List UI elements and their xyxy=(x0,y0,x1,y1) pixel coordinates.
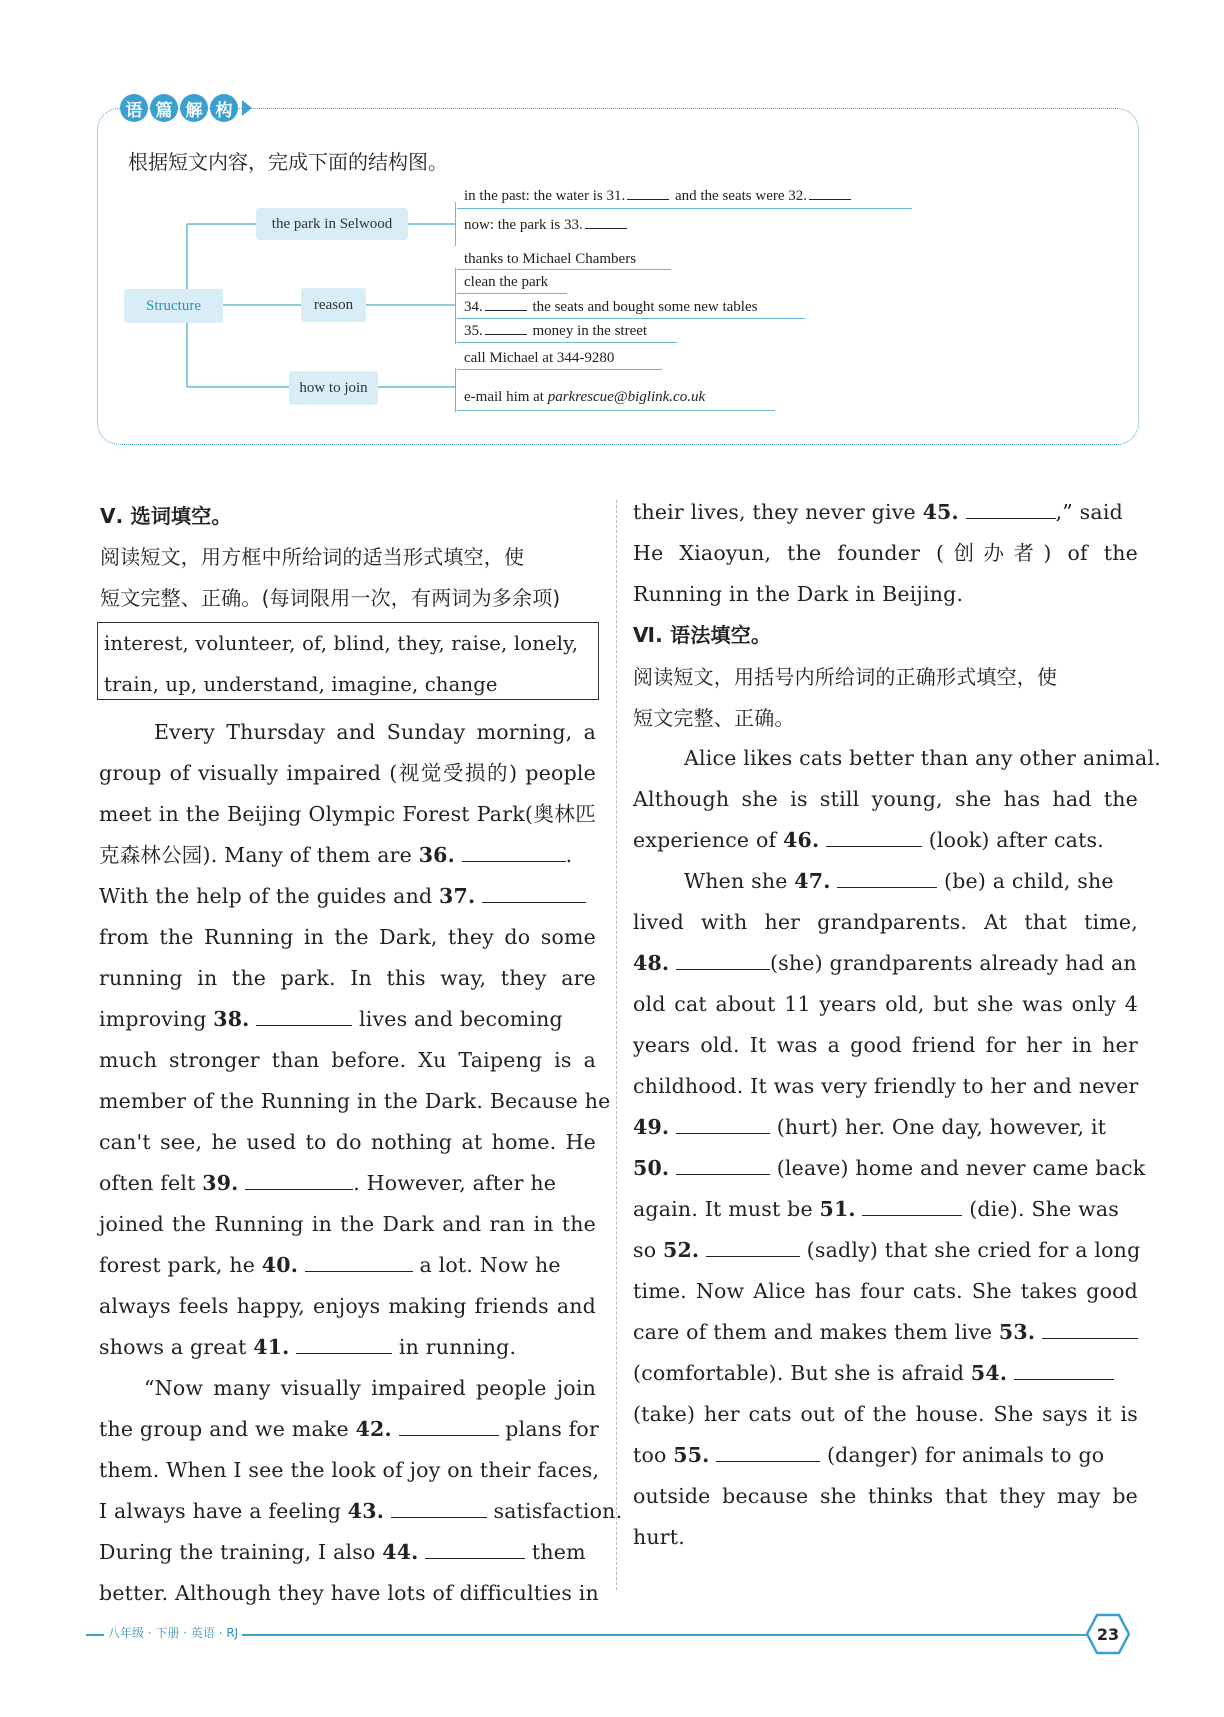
passage-line: During the training, I also 44. them xyxy=(99,1540,586,1564)
passage-line: 克森林公园). Many of them are 36. . xyxy=(99,843,573,867)
passage-line: meet in the Beijing Olympic Forest Park(奥林匹 xyxy=(99,802,596,826)
badge-char: 解 xyxy=(180,94,208,122)
passage-line: too 55. (danger) for animals to go xyxy=(633,1443,1105,1467)
page-number-badge xyxy=(1086,1612,1130,1656)
passage-line: With the help of the guides and 37. xyxy=(99,884,586,908)
leaf-call: call Michael at 344-9280 xyxy=(464,350,615,366)
bracket-park xyxy=(455,202,456,246)
leaf-underline xyxy=(457,269,671,270)
leaf-underline xyxy=(457,369,662,370)
leaf-35: 35. money in the street xyxy=(464,323,648,339)
passage-line: shows a great 41. in running. xyxy=(99,1335,517,1359)
passage-line: often felt 39. . However, after he xyxy=(99,1171,557,1195)
node-how-to-join: how to join xyxy=(289,371,378,405)
passage-line: so 52. (sadly) that she cried for a long xyxy=(633,1238,1141,1262)
passage-line: can't see, he used to do nothing at home. He xyxy=(99,1130,596,1154)
passage-line: outside because she thinks that they may be xyxy=(633,1484,1138,1508)
node-park: the park in Selwood xyxy=(256,208,408,240)
word-bank-line: train, up, understand, imagine, change xyxy=(104,673,498,696)
passage-line: Alice likes cats better than any other animal. xyxy=(684,746,1161,770)
leaf-underline xyxy=(457,208,912,209)
badge-char: 构 xyxy=(210,94,238,122)
passage-line: When she 47. (be) a child, she xyxy=(684,869,1114,893)
passage-line: “Now many visually impaired people join xyxy=(144,1376,596,1400)
leaf-underline xyxy=(457,342,677,343)
badge-char: 语 xyxy=(120,94,148,122)
passage-line: 49. (hurt) her. One day, however, it xyxy=(633,1115,1107,1139)
leaf-34: 34. the seats and bought some new tables xyxy=(464,299,758,315)
passage-line: from the Running in the Dark, they do some xyxy=(99,925,596,949)
passage-line: (comfortable). But she is afraid 54. xyxy=(633,1361,1114,1385)
section-5-instruction: 阅读短文，用方框中所给词的适当形式填空，使 xyxy=(100,545,525,569)
passage-line: He Xiaoyun, the founder (创办者) of the xyxy=(633,541,1138,565)
bracket-reason xyxy=(455,268,456,344)
passage-line: improving 38. lives and becoming xyxy=(99,1007,563,1031)
passage-line: Running in the Dark in Beijing. xyxy=(633,582,964,606)
passage-line: lived with her grandparents. At that time, xyxy=(633,910,1138,934)
passage-line: experience of 46. (look) after cats. xyxy=(633,828,1104,852)
structure-root-node: Structure xyxy=(124,289,223,323)
passage-line: running in the park. In this way, they are xyxy=(99,966,596,990)
section-6-instruction: 短文完整、正确。 xyxy=(633,706,795,730)
word-bank-line: interest, volunteer, of, blind, they, raise, lonely, xyxy=(104,632,579,655)
leaf-clean: clean the park xyxy=(464,274,549,290)
passage-line: again. It must be 51. (die). She was xyxy=(633,1197,1120,1221)
passage-line: old cat about 11 years old, but she was only 4 xyxy=(633,992,1138,1016)
leaf-underline xyxy=(457,410,775,411)
leaf-now: now: the park is 33. xyxy=(464,216,629,234)
passage-line: always feels happy, enjoys making friends and xyxy=(99,1294,596,1318)
section-5-instruction: 短文完整、正确。(每词限用一次，有两词为多余项) xyxy=(100,586,561,610)
section-6-instruction: 阅读短文，用括号内所给词的正确形式填空，使 xyxy=(633,665,1058,689)
passage-line: better. Although they have lots of difficulties in xyxy=(99,1581,599,1605)
passage-line: hurt. xyxy=(633,1525,685,1549)
section-5-heading: Ⅴ. 选词填空。 xyxy=(100,504,232,528)
section-6-heading: Ⅵ. 语法填空。 xyxy=(633,623,772,647)
passage-line: (take) her cats out of the house. She says it is xyxy=(633,1402,1138,1426)
passage-line: time. Now Alice has four cats. She takes good xyxy=(633,1279,1138,1303)
column-divider xyxy=(616,500,617,1590)
passage-line: much stronger than before. Xu Taipeng is a xyxy=(99,1048,596,1072)
passage-line: years old. It was a good friend for her in her xyxy=(633,1033,1138,1057)
footer-book-tag: 八年级 · 下册 · 英语 · RJ xyxy=(104,1624,242,1641)
passage-line: childhood. It was very friendly to her and never xyxy=(633,1074,1139,1098)
leaf-thanks: thanks to Michael Chambers xyxy=(464,251,637,267)
node-reason: reason xyxy=(301,288,366,322)
passage-line: joined the Running in the Dark and ran in the xyxy=(99,1212,596,1236)
passage-line: them. When I see the look of joy on their faces, xyxy=(99,1458,600,1482)
passage-line: I always have a feeling 43. satisfaction. xyxy=(99,1499,623,1523)
passage-line: Although she is still young, she has had the xyxy=(633,787,1138,811)
passage-line: their lives, they never give 45. ,” said xyxy=(633,500,1123,524)
leaf-underline xyxy=(457,293,567,294)
passage-line: forest park, he 40. a lot. Now he xyxy=(99,1253,561,1277)
leaf-email: e-mail him at parkrescue@biglink.co.uk xyxy=(464,389,706,405)
passage-line: member of the Running in the Dark. Because he xyxy=(99,1089,611,1113)
badge-char: 篇 xyxy=(150,94,178,122)
leaf-underline xyxy=(457,318,805,319)
passage-line: 48. (she) grandparents already had an xyxy=(633,951,1137,975)
page-number: 23 xyxy=(1096,1625,1120,1644)
passage-line: the group and we make 42. plans for xyxy=(99,1417,599,1441)
bracket-join xyxy=(455,368,456,412)
passage-line: 50. (leave) home and never came back xyxy=(633,1156,1146,1180)
passage-line: care of them and makes them live 53. xyxy=(633,1320,1138,1344)
passage-line: Every Thursday and Sunday morning, a xyxy=(154,720,596,744)
leaf-past: in the past: the water is 31. and the seats were 32. xyxy=(464,187,853,205)
structure-instruction: 根据短文内容，完成下面的结构图。 xyxy=(128,150,448,174)
passage-line: group of visually impaired (视觉受损的) people xyxy=(99,761,596,785)
